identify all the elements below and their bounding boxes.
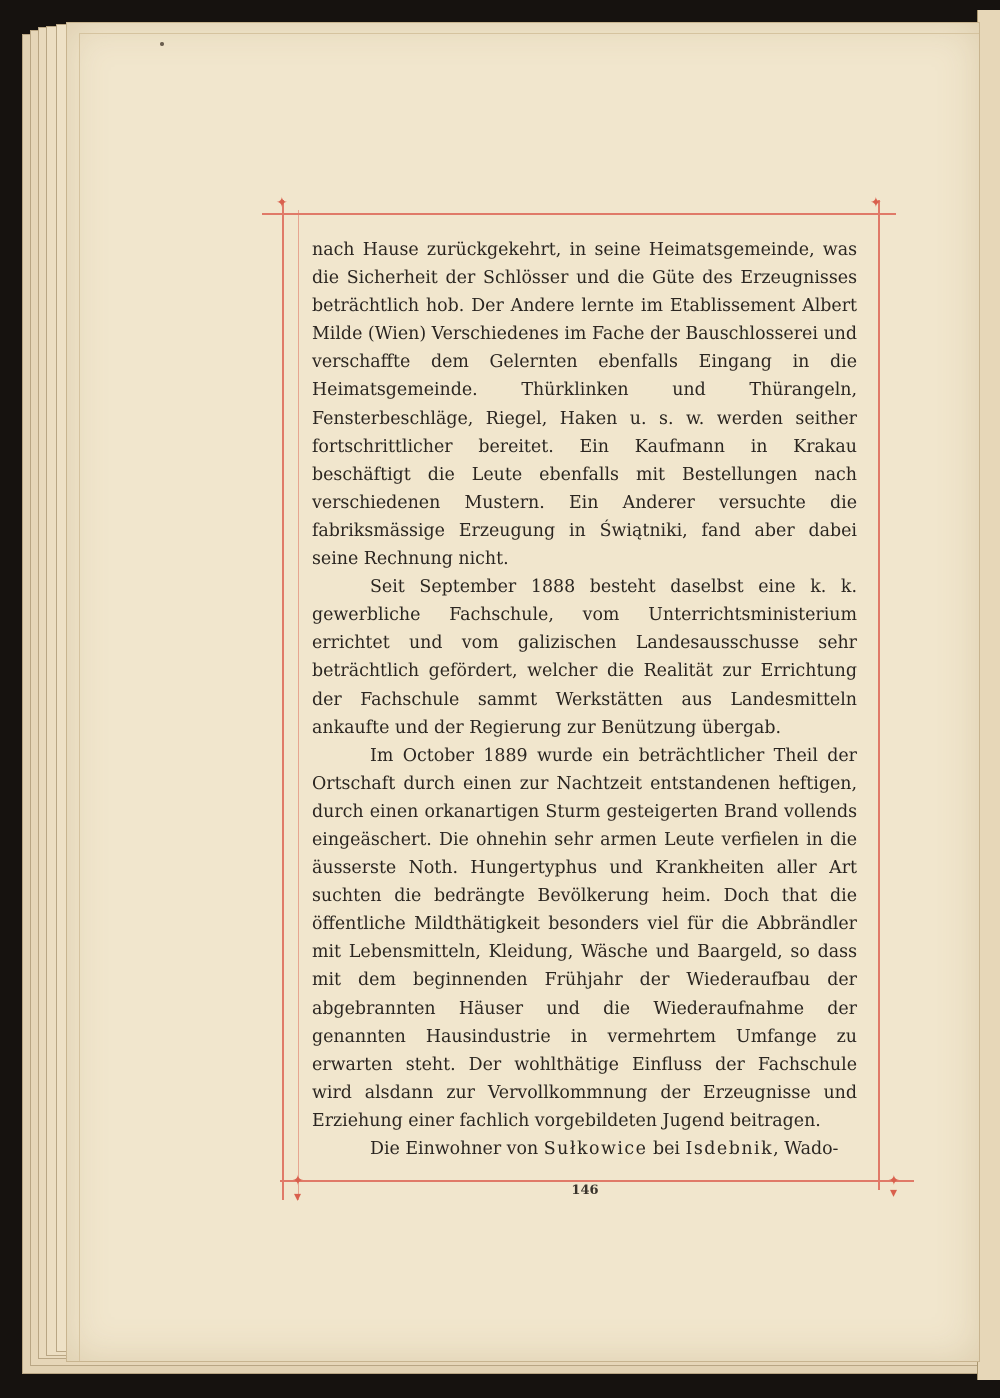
place-name: Isdebnik bbox=[685, 1139, 774, 1159]
frame-corner-ornament-icon: ✦ bbox=[870, 195, 882, 211]
frame-arrow-icon: ▾ bbox=[890, 1185, 898, 1201]
frame-top-rule bbox=[262, 213, 896, 215]
text-prefix: Die Einwohner von bbox=[370, 1139, 544, 1159]
page-number: 146 bbox=[571, 1183, 599, 1198]
text-suffix: , Wado- bbox=[773, 1139, 839, 1159]
paragraph-last-line bbox=[312, 1135, 857, 1163]
frame-right-rule bbox=[878, 200, 880, 1190]
next-page-edge bbox=[977, 10, 1000, 1380]
paragraph: Seit September 1888 besteht daselbst eine k. k. gewerbliche Fachschule, vom Unterrichtsministerium errichtet und vom galizischen Landesausschusse sehr beträchtlich gefördert, welcher die Realität zur Errichtung der Fachschule sammt Werkstätten aus Landesmitteln ankaufte und der Regierung zur Benützung übergab. bbox=[312, 577, 857, 738]
paragraph: Im October 1889 wurde ein beträchtlicher Theil der Ortschaft durch einen zur Nachtzeit entstandenen heftigen, durch einen orkanartigen Sturm gesteigerten Brand vollends eingeäschert. Die ohnehin sehr armen Leute verfielen in die äusserste Noth. Hungertyphus und Krankheiten aller Art suchten die bedrängte Bevölkerung heim. Doch that die öffentliche Mildthätigkeit besonders viel für die Abbrändler mit Lebensmitteln, Kleidung, Wäsche und Baargeld, so dass mit dem beginnenden Frühjahr der Wiederaufbau der abgebrannten Häuser und die Wiederaufnahme der genannten Hausindustrie in vermehrtem Umfange zu erwarten steht. Der wohlthätige Einfluss der Fachschule wird alsdann zur Vervollkommnung der Erzeugnisse und Erziehung einer fachlich vorgebildeten Jugend beitragen. bbox=[312, 745, 857, 1131]
frame-left-rule bbox=[282, 200, 284, 1200]
place-name: Sułkowice bbox=[543, 1139, 648, 1159]
frame-arrow-icon: ▾ bbox=[294, 1189, 302, 1205]
frame-bottom-rule bbox=[280, 1180, 914, 1182]
frame-inner-rule bbox=[298, 210, 299, 1200]
body-text bbox=[312, 236, 857, 1163]
frame-corner-ornament-icon: ✦ bbox=[276, 195, 288, 211]
paragraph: nach Hause zurückgekehrt, in seine Heimatsgemeinde, was die Sicherheit der Schlösser und die Güte des Erzeugnisses beträchtlich hob. Der Andere lernte im Etablissement Albert Milde (Wien) Verschiedenes im Fache der Bauschlosserei und verschaffte dem Gelernten ebenfalls Eingang in die Heimatsgemeinde. Thürklinken und Thürangeln, Fensterbeschläge, Riegel, Haken u. s. w. werden seither fortschrittlicher bereitet. Ein Kaufmann in Krakau beschäftigt die Leute ebenfalls mit Bestellungen nach verschiedenen Mustern. Ein Anderer versuchte die fabriksmässige Erzeugung in Świątniki, fand aber dabei seine Rechnung nicht. bbox=[312, 240, 857, 570]
frame-corner-ornament-icon: ✦ bbox=[888, 1173, 900, 1189]
paper-speck bbox=[160, 42, 164, 46]
text-middle: bei bbox=[647, 1139, 686, 1159]
frame-corner-ornament-icon: ✦ bbox=[292, 1173, 304, 1189]
